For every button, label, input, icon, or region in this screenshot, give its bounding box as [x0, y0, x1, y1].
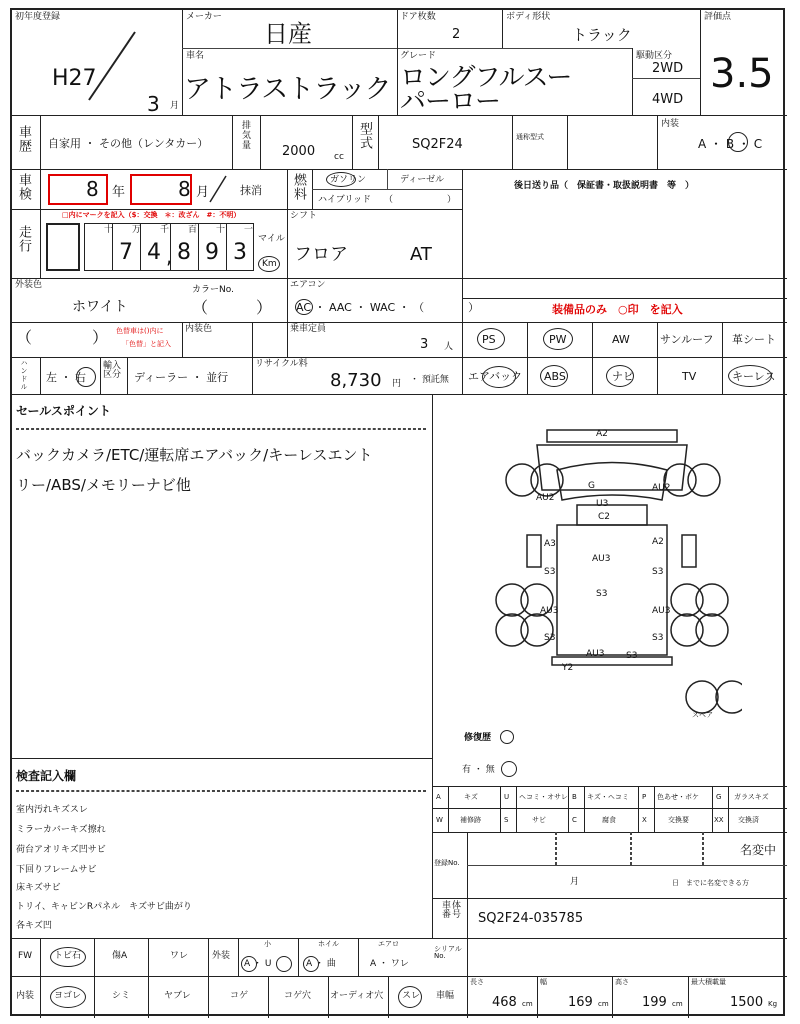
- inspection-month: 8: [178, 177, 191, 201]
- damage-mark: A3: [544, 539, 556, 549]
- aircon-options: AC ・ AAC ・ WAC ・ （ ）: [296, 301, 480, 314]
- fw-cell: 傷A: [112, 951, 128, 961]
- handle-right-circle: [76, 367, 96, 387]
- unit-header: 千: [160, 225, 170, 235]
- inspection-note: トリイ、キャビンRパネル キズサビ曲がり: [16, 902, 192, 912]
- length-label: 長さ: [470, 978, 484, 986]
- fuel-label: 燃料: [291, 173, 306, 201]
- length-unit: cm: [522, 1000, 533, 1008]
- shift-value: フロア: [294, 244, 348, 265]
- chip-circle: [50, 947, 86, 967]
- handle-label: ハンドル: [20, 359, 28, 391]
- sales-point-line2: リー/ABS/メモリーナビ他: [16, 476, 191, 494]
- load-value: 1500: [730, 995, 764, 1010]
- airbag-circle: [482, 366, 516, 388]
- int-cell: スレ: [402, 991, 421, 1001]
- shift-label: シフト: [290, 211, 318, 221]
- slash-icon: [208, 174, 228, 204]
- inspection-note: 各キズ凹: [16, 921, 52, 931]
- truck-diagram: [482, 425, 742, 725]
- fw-label: FW: [18, 951, 33, 961]
- repair-value: 有 ・ 無: [462, 765, 495, 775]
- mileage-digit: 3: [233, 240, 247, 265]
- color-value: ホワイト: [72, 299, 128, 315]
- drive-4wd: 4WD: [652, 92, 684, 107]
- sales-point-line1: バックカメラ/ETC/運転席エアバック/キーレスエント: [16, 446, 373, 464]
- common-model-label: 通称型式: [516, 133, 544, 141]
- month-unit-2: 月: [196, 185, 210, 200]
- legend-code: A: [436, 793, 441, 801]
- equip-leather: 革シート: [732, 333, 776, 346]
- serial-label: シリアルNo.: [434, 945, 462, 960]
- inspection-note: ミラーカバーキズ擦れ: [16, 825, 106, 835]
- small-value: A ・ U: [244, 959, 272, 969]
- doors: 2: [452, 27, 461, 42]
- capacity-unit: 人: [444, 342, 454, 352]
- legend-code: XX: [714, 816, 724, 824]
- repair-label-circle: [500, 730, 514, 744]
- inspection-label: 車検: [16, 173, 31, 201]
- usage: 自家用 ・ その他（レンタカー）: [48, 137, 209, 150]
- era-year: H27: [52, 66, 97, 91]
- displacement: 2000: [282, 144, 316, 159]
- km-circle: [258, 256, 280, 272]
- aircon-label: エアコン: [290, 280, 326, 290]
- color-paren-open: （: [16, 328, 33, 347]
- maker: 日産: [264, 20, 312, 48]
- color-change-note: 色替車は()内に: [116, 327, 164, 335]
- first-reg-month: 3: [147, 92, 160, 116]
- abs-circle: [540, 365, 568, 387]
- wheel-a-circle: [303, 956, 319, 972]
- drive-label: 駆動区分: [636, 51, 673, 61]
- inspection-year: 8: [86, 177, 99, 201]
- int-cell: コゲ: [230, 991, 249, 1001]
- int-cell: ヨゴレ: [54, 991, 82, 1001]
- width-value: 169: [568, 995, 593, 1010]
- equip-keyless: キーレス: [732, 370, 776, 383]
- legend-desc: 腐食: [602, 816, 616, 824]
- damage-mark: S3: [626, 651, 638, 661]
- interior-color-label: 内装色: [185, 324, 213, 334]
- gasoline: ガソリン: [330, 175, 367, 185]
- damage-mark: A2: [652, 537, 664, 547]
- mileage-note: □内にマークを記入（$：交換 ＊：改ざん #：不明）: [62, 211, 241, 219]
- damage-mark: U3: [596, 499, 609, 509]
- dimension-label: 車幅: [436, 991, 455, 1001]
- interior-b-circle: [728, 132, 748, 152]
- capacity-value: 3: [420, 337, 429, 352]
- damage-mark: AU3: [652, 606, 671, 616]
- windshield: [557, 463, 667, 501]
- int-cell: ヤブレ: [164, 991, 191, 1001]
- inspection-note: 下回りフレームサビ: [16, 865, 97, 875]
- damage-mark: AU3: [586, 649, 605, 659]
- mileage-sep: ,: [166, 244, 173, 268]
- hybrid: ハイブリッド: [318, 195, 372, 205]
- damage-mark: AU2: [536, 493, 555, 503]
- front-bumper: [547, 430, 677, 442]
- equip-ps: PS: [482, 333, 496, 346]
- model: SQ2F24: [412, 137, 463, 152]
- grade-line1: ロングフルスー: [400, 63, 572, 93]
- int-label: 内装: [16, 991, 35, 1001]
- spare-label: スペア: [692, 711, 713, 719]
- doors-label: ドア枚数: [400, 12, 436, 22]
- aero-label: エアロ: [378, 940, 399, 948]
- score-label: 評価点: [704, 12, 732, 22]
- car-name: アトラストラック: [184, 74, 391, 105]
- exterior-label: 外装: [212, 951, 231, 961]
- registration-deadline: 日 までに名変できる方: [672, 879, 749, 887]
- fw-cell: トビ石: [54, 951, 82, 961]
- first-reg-label: 初年度登録: [15, 12, 61, 22]
- legend-desc: キズ: [464, 793, 478, 801]
- ps-circle: [477, 328, 505, 350]
- documents-label: 後日送り品（ 保証書・取扱説明書 等 ）: [514, 181, 695, 191]
- small-a-circle: [241, 956, 257, 972]
- legend-desc: 補修跡: [460, 816, 481, 824]
- damage-mark: AU3: [592, 554, 611, 564]
- displacement-label: 排気量: [240, 120, 250, 150]
- legend-desc: キズ・ヘコミ: [587, 793, 629, 801]
- inspection-note: 床キズサビ: [16, 883, 61, 893]
- color-no-label: カラーNo.: [192, 285, 234, 295]
- length-value: 468: [492, 995, 517, 1010]
- recycle-deposit: ・ 預託無: [410, 375, 449, 385]
- int-cell: オーディオ穴: [330, 991, 384, 1001]
- drive-2wd: 2WD: [652, 61, 684, 76]
- mileage-digit: 9: [205, 240, 219, 265]
- slash-icon: [87, 30, 137, 102]
- small-label: 小: [264, 940, 271, 948]
- sales-point-label: セールスポイント: [16, 404, 111, 418]
- equip-pw: PW: [549, 333, 567, 346]
- legend-desc: ヘコミ・オサレ: [519, 793, 568, 801]
- width-label: 幅: [540, 978, 547, 986]
- interior-grades: A ・ B ・ C: [698, 137, 763, 151]
- color-change-note: 「色替」と記入: [122, 340, 171, 348]
- load-label: 最大積載量: [691, 978, 726, 986]
- damage-mark: C2: [598, 512, 611, 522]
- damage-mark: AU3: [540, 606, 559, 616]
- import-value: ディーラー ・ 並行: [134, 371, 229, 384]
- small-u-circle: [276, 956, 292, 972]
- vin-value: SQ2F24-035785: [478, 911, 584, 926]
- equip-navi: ナビ: [612, 370, 634, 383]
- pw-circle: [543, 328, 573, 350]
- navi-circle: [606, 365, 634, 387]
- legend-desc: サビ: [532, 816, 546, 824]
- legend-desc: ガラスキズ: [734, 793, 769, 801]
- height-unit: cm: [672, 1000, 683, 1008]
- unit-header: 万: [132, 225, 142, 235]
- int-cell: シミ: [112, 991, 131, 1001]
- mileage-label: 走行: [16, 225, 31, 253]
- legend-code: U: [504, 793, 510, 801]
- year-unit: 年: [112, 185, 126, 200]
- shift-type: AT: [410, 244, 432, 265]
- unit-header: 百: [188, 225, 198, 235]
- unit-header: 一: [244, 225, 254, 235]
- keyless-circle: [728, 365, 772, 387]
- inspection-note: 荷台アオリキズ凹サビ: [16, 845, 106, 855]
- color-label: 外装色: [15, 280, 43, 290]
- capacity-label: 乗車定員: [290, 324, 327, 334]
- damage-mark: S3: [544, 567, 556, 577]
- int-cell: コゲ穴: [284, 991, 312, 1001]
- mileage-digit: 4: [147, 240, 161, 265]
- damage-mark: A2: [596, 429, 608, 439]
- legend-desc: 交換要: [668, 816, 689, 824]
- score: 3.5: [710, 51, 774, 97]
- legend-code: B: [572, 793, 577, 801]
- damage-mark: S3: [596, 589, 608, 599]
- load-unit: Kg: [768, 1000, 778, 1008]
- vin-label: 車体番号: [442, 901, 463, 920]
- registration-label: 登録No.: [434, 859, 460, 867]
- mile-label: マイル: [258, 234, 285, 244]
- km-label: Km: [262, 259, 277, 269]
- mileage-digit: 7: [119, 240, 133, 265]
- body-type: トラック: [572, 26, 632, 44]
- height-value: 199: [642, 995, 667, 1010]
- recycle-unit: 円: [392, 379, 402, 389]
- legend-code: C: [572, 816, 577, 824]
- equipment-header: 装備品のみ ○印 を記入: [552, 303, 683, 316]
- scuff-circle: [398, 986, 422, 1008]
- damage-mark: S3: [652, 567, 664, 577]
- width-unit: cm: [598, 1000, 609, 1008]
- maker-label: メーカー: [186, 12, 222, 22]
- car-name-label: 車名: [186, 51, 205, 61]
- wheel-value: A ・ 曲: [306, 959, 336, 969]
- legend-desc: 色あせ・ボケ: [657, 793, 699, 801]
- grade-line2: パーロー: [400, 87, 501, 117]
- name-change: 名変中: [740, 843, 777, 857]
- handle-value: 左 ・ 右: [46, 371, 86, 384]
- grade-label: グレード: [400, 51, 437, 61]
- body-label: ボディ形状: [506, 12, 551, 22]
- inspection-note: 室内汚れキズスレ: [16, 805, 88, 815]
- repair-none-circle: [501, 761, 517, 777]
- diesel: ディーゼル: [400, 175, 445, 185]
- aero-value: A ・ ワレ: [370, 959, 409, 969]
- equip-aw: AW: [612, 333, 630, 346]
- recycle-value: 8,730: [330, 370, 382, 391]
- fw-cell: ワレ: [170, 951, 189, 961]
- mileage-digit: 8: [177, 240, 191, 265]
- color-no-paren: （ ）: [192, 298, 273, 317]
- legend-desc: 交換済: [738, 816, 759, 824]
- legend-code: S: [504, 816, 509, 824]
- legend-code: X: [642, 816, 647, 824]
- model-label: 型式: [357, 122, 372, 150]
- gasoline-circle: [326, 172, 356, 187]
- mileage-box-0: [46, 223, 80, 271]
- history-label: 車歴: [16, 125, 31, 153]
- legend-code: W: [436, 816, 443, 824]
- equip-sunroof: サンルーフ: [660, 333, 714, 346]
- interior-label: 内装: [661, 119, 680, 129]
- legend-code: P: [642, 793, 647, 801]
- unit-header: 十: [216, 225, 226, 235]
- legend-code: G: [716, 793, 722, 801]
- damage-mark: AU2: [652, 483, 671, 493]
- equip-airbag: エアバック: [468, 370, 523, 383]
- import-label: 輸入区分: [103, 361, 122, 380]
- equip-abs: ABS: [544, 370, 566, 383]
- repair-label: 修復歴: [464, 733, 492, 743]
- auction-sheet: [10, 8, 785, 1016]
- inspection-notes-label: 検査記入欄: [16, 769, 77, 783]
- color-paren-close: ）: [92, 328, 109, 347]
- hybrid-paren: （ ）: [384, 195, 457, 205]
- cc-unit: cc: [334, 152, 344, 162]
- expired-label: 抹消: [240, 184, 262, 197]
- dirt-circle: [50, 986, 86, 1008]
- damage-mark: Y2: [562, 663, 574, 673]
- registration-month: 月: [570, 877, 580, 887]
- wheel-label: ホイル: [318, 940, 339, 948]
- recycle-label: リサイクル料: [255, 359, 308, 369]
- height-label: 高さ: [615, 978, 629, 986]
- equip-tv: TV: [682, 370, 697, 383]
- inspection-year-box: [48, 174, 108, 205]
- ac-circle: [295, 299, 313, 315]
- damage-mark: S3: [544, 633, 556, 643]
- cargo-bed: [557, 525, 667, 655]
- damage-mark: G: [588, 481, 595, 491]
- damage-mark: S3: [652, 633, 664, 643]
- unit-header: 十: [104, 225, 114, 235]
- month-unit: 月: [170, 101, 180, 111]
